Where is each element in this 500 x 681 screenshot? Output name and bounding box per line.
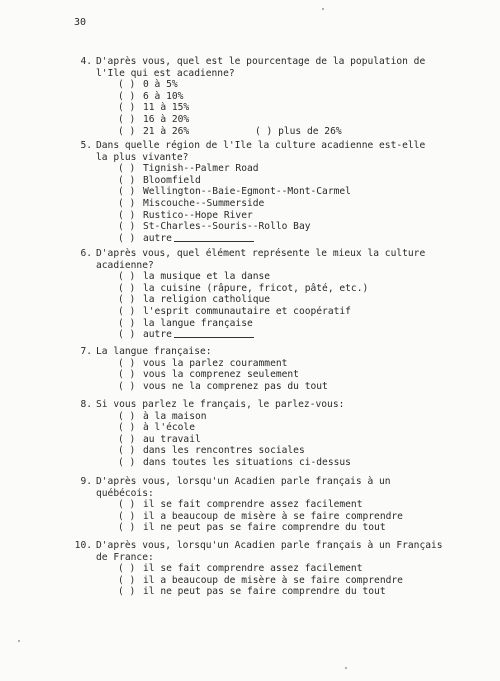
checkbox[interactable]: ( )	[118, 79, 136, 91]
option-label: vous ne la comprenez pas du tout	[143, 380, 328, 392]
checkbox[interactable]: ( )	[118, 271, 136, 283]
option[interactable]	[118, 411, 470, 423]
option-label: il ne peut pas se faire comprendre du tout	[143, 522, 386, 534]
option[interactable]	[118, 434, 470, 446]
question-10	[70, 540, 470, 598]
option[interactable]	[118, 381, 470, 393]
checkbox[interactable]: ( )	[118, 221, 136, 233]
option[interactable]	[118, 175, 470, 187]
option-label: à l'école	[143, 422, 195, 434]
question-4	[70, 56, 470, 137]
option-label: la cuisine (râpure, fricot, pâté, etc.)	[143, 282, 369, 294]
question-line: D'après vous, quel est le pourcentage de la population de	[96, 56, 426, 67]
option-label: il ne peut pas se faire comprendre du tout	[143, 586, 386, 598]
option-autre[interactable]	[118, 329, 470, 341]
option[interactable]	[118, 271, 470, 283]
option[interactable]	[118, 563, 470, 575]
checkbox[interactable]: ( )	[118, 163, 136, 175]
question-line: la plus vivante?	[96, 151, 189, 163]
checkbox[interactable]: ( )	[118, 102, 136, 114]
checkbox[interactable]: ( )	[118, 433, 136, 445]
option-label: Bloomfield	[143, 174, 201, 186]
option[interactable]	[118, 221, 470, 233]
scan-speck	[345, 667, 347, 669]
option-label: vous la comprenez seulement	[143, 369, 299, 381]
option-label: Rustico--Hope River	[143, 209, 253, 221]
option-label: dans toutes les situations ci-dessus	[143, 456, 351, 468]
question-number: 4.	[80, 56, 92, 67]
option-label: 6 à 10%	[143, 90, 184, 102]
question-line: Dans quelle région de l'Ile la culture acadienne est-elle	[96, 140, 426, 151]
option-11-15[interactable]	[118, 102, 470, 114]
option[interactable]	[118, 369, 470, 381]
question-8	[70, 399, 470, 469]
checkbox[interactable]: ( )	[118, 305, 136, 317]
option[interactable]	[118, 210, 470, 222]
option-label: Miscouche--Summerside	[143, 197, 265, 209]
option-label: il se fait comprendre assez facilement	[143, 563, 363, 575]
option[interactable]	[118, 511, 470, 523]
checkbox[interactable]: ( )	[118, 563, 136, 575]
option-label: la musique et la danse	[143, 271, 271, 283]
checkbox[interactable]: ( )	[118, 410, 136, 422]
checkbox[interactable]: ( )	[118, 510, 136, 522]
question-line: québécois:	[96, 487, 154, 499]
checkbox[interactable]: ( )	[118, 113, 136, 125]
option-label: il se fait comprendre assez facilement	[143, 499, 363, 511]
question-line: D'après vous, lorsqu'un Acadien parle français à un	[96, 476, 391, 487]
checkbox[interactable]: ( )	[118, 422, 136, 434]
option-6-10[interactable]	[118, 91, 470, 103]
question-line: de France:	[96, 551, 154, 563]
option-label: autre	[143, 232, 172, 244]
checkbox[interactable]: ( )	[118, 90, 136, 102]
checkbox[interactable]: ( )	[118, 294, 136, 306]
page-number: 30	[74, 17, 87, 28]
question-line: D'après vous, lorsqu'un Acadien parle français à un Français	[96, 540, 443, 551]
option-label: l'esprit communautaire et coopératif	[143, 305, 351, 317]
checkbox[interactable]: ( )	[118, 174, 136, 186]
option-label: 16 à 20%	[143, 113, 190, 125]
option[interactable]	[118, 522, 470, 534]
option-0-5[interactable]	[118, 79, 470, 91]
option-plus-de-26[interactable]: ( ) plus de 26%	[255, 125, 342, 137]
option-label: il a beaucoup de misère à se faire comprendre	[143, 574, 403, 586]
question-9	[70, 476, 470, 534]
checkbox[interactable]: ( )	[118, 197, 136, 209]
option-label: il a beaucoup de misère à se faire comprendre	[143, 510, 403, 522]
checkbox[interactable]: ( )	[118, 232, 136, 244]
question-6	[70, 248, 470, 341]
option-label: Wellington--Baie-Egmont--Mont-Carmel	[143, 186, 351, 198]
question-number: 9.	[80, 476, 92, 487]
option[interactable]	[118, 294, 470, 306]
option-label: la religion catholique	[143, 294, 271, 306]
option-label: au travail	[143, 433, 201, 445]
option-21-26[interactable]	[118, 126, 470, 138]
checkbox[interactable]: ( )	[118, 380, 136, 392]
checkbox[interactable]: ( )	[118, 456, 136, 468]
question-line: Si vous parlez le français, le parlez-vous:	[96, 399, 345, 410]
option[interactable]	[118, 457, 470, 469]
option-label: vous la parlez couramment	[143, 357, 288, 369]
question-line: l'Ile qui est acadienne?	[96, 67, 235, 79]
option[interactable]	[118, 586, 470, 598]
question-5	[70, 140, 470, 244]
option-label: Tignish--Palmer Road	[143, 163, 259, 175]
option[interactable]	[118, 422, 470, 434]
option-label: autre	[143, 329, 172, 341]
option[interactable]	[118, 306, 470, 318]
checkbox[interactable]: ( )	[118, 499, 136, 511]
write-in-line[interactable]	[174, 233, 254, 242]
question-line: La langue française:	[96, 346, 212, 357]
write-in-line[interactable]	[174, 329, 254, 338]
option[interactable]	[118, 358, 470, 370]
scan-speck	[322, 8, 324, 10]
option-label: 11 à 15%	[143, 102, 190, 114]
option[interactable]	[118, 163, 470, 175]
option-label: dans les rencontres sociales	[143, 445, 305, 457]
option[interactable]	[118, 318, 470, 330]
question-number: 5.	[80, 140, 92, 151]
checkbox[interactable]: ( )	[118, 369, 136, 381]
checkbox[interactable]: ( )	[118, 186, 136, 198]
scan-speck	[18, 640, 20, 642]
option[interactable]	[118, 198, 470, 210]
question-line: acadienne?	[96, 259, 154, 271]
option[interactable]	[118, 445, 470, 457]
checkbox[interactable]: ( )	[118, 209, 136, 221]
option[interactable]	[118, 186, 470, 198]
question-number: 10.	[74, 540, 92, 551]
question-number: 7.	[80, 346, 92, 357]
checkbox[interactable]: ( )	[118, 586, 136, 598]
option-label: 21 à 26%	[143, 125, 190, 137]
option-16-20[interactable]	[118, 114, 470, 126]
checkbox[interactable]: ( )	[118, 574, 136, 586]
question-number: 6.	[80, 248, 92, 259]
question-line: D'après vous, quel élément représente le mieux la culture	[96, 248, 426, 259]
checkbox[interactable]: ( )	[118, 445, 136, 457]
option-label: 0 à 5%	[143, 79, 178, 91]
checkbox[interactable]: ( )	[118, 282, 136, 294]
checkbox[interactable]: ( )	[118, 317, 136, 329]
option[interactable]	[118, 283, 470, 295]
option-label: à la maison	[143, 410, 207, 422]
option[interactable]	[118, 575, 470, 587]
option-label: St-Charles--Souris--Rollo Bay	[143, 221, 311, 233]
option-label: la langue française	[143, 317, 253, 329]
checkbox[interactable]: ( )	[118, 522, 136, 534]
option[interactable]	[118, 499, 470, 511]
checkbox[interactable]: ( )	[118, 329, 136, 341]
question-7	[70, 346, 470, 392]
checkbox[interactable]: ( )	[118, 125, 136, 137]
question-number: 8.	[80, 399, 92, 410]
option-autre[interactable]	[118, 233, 470, 245]
checkbox[interactable]: ( )	[118, 357, 136, 369]
